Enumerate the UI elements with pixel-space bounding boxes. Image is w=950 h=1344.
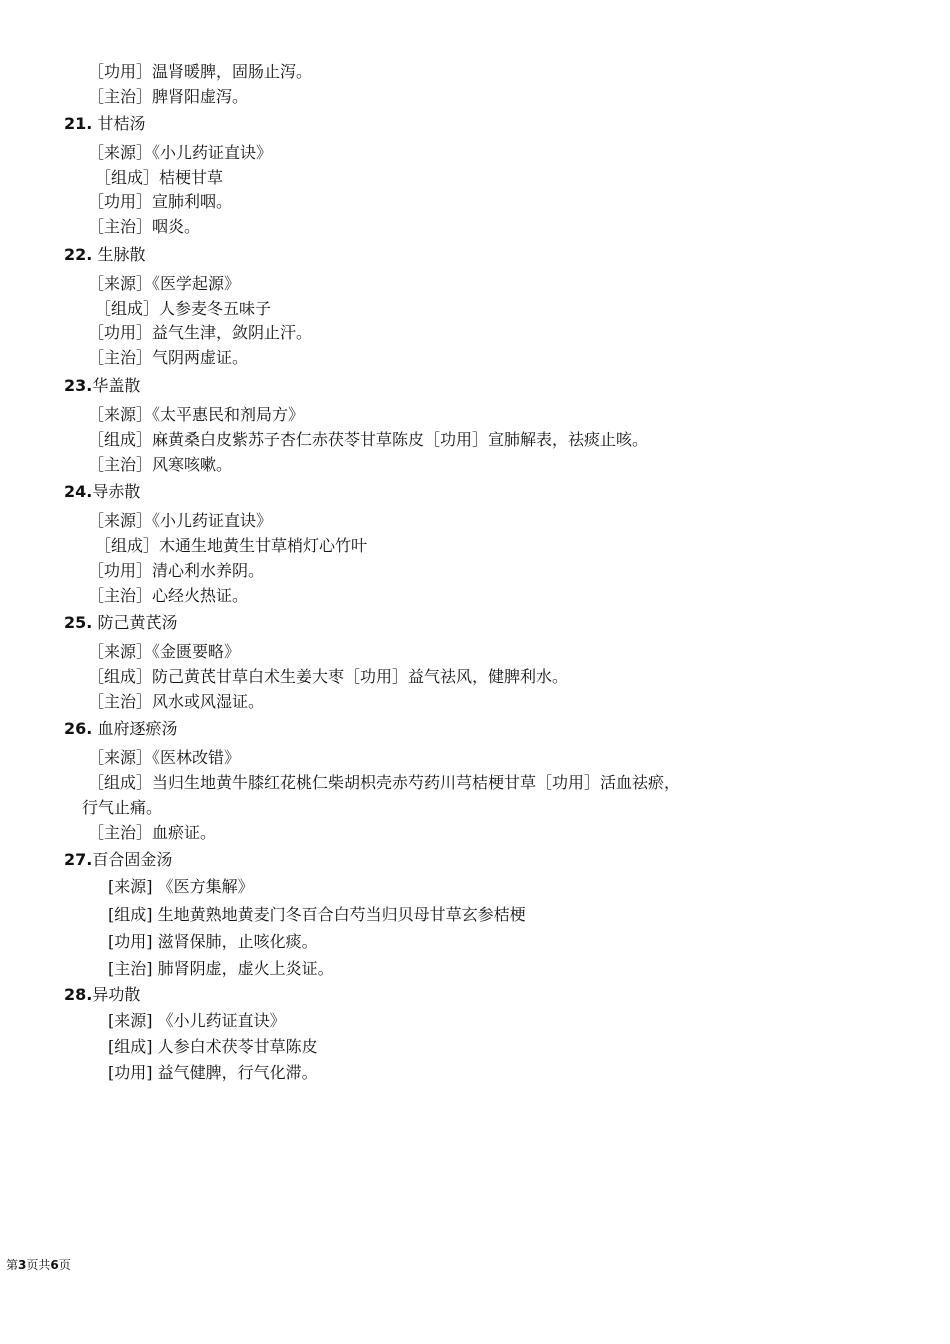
text-line: [组成] 人参白术茯苓甘草陈皮 [108,1037,318,1056]
text-line: ［组成］当归生地黄牛膝红花桃仁柴胡枳壳赤芍药川芎桔梗甘草［功用］活血祛瘀， [88,773,681,792]
footer-prefix: 第 [6,1258,19,1272]
text-line: ［主治］风水或风湿证。 [88,692,265,711]
section-number: 22. [64,245,93,264]
text-line: ［功用］温肾暖脾，固肠止泻。 [88,62,313,81]
text-line: ［来源］《小儿药证直诀》 [88,143,273,162]
section-title: 导赤散 [92,482,141,501]
text-line: ［主治］脾肾阳虚泻。 [88,87,249,106]
text-line: [主治] 肺肾阴虚，虚火上炎证。 [108,959,334,978]
text-line: ［组成］人参麦冬五味子 [95,299,272,318]
text-line: ［主治］气阴两虚证。 [88,348,249,367]
text-line: ［来源］《金匮要略》 [88,642,241,661]
text-line: ［主治］咽炎。 [88,217,201,236]
section-heading [64,719,177,739]
section-number: 25. [64,613,93,632]
section-heading [64,245,145,265]
section-heading [64,376,140,396]
text-line: ［功用］清心利水养阴。 [88,561,265,580]
section-title: 异功散 [92,985,141,1004]
text-line: ［组成］防己黄芪甘草白术生姜大枣［功用］益气祛风，健脾利水。 [88,667,569,686]
text-line: [组成] 生地黄熟地黄麦门冬百合白芍当归贝母甘草玄参桔梗 [108,905,526,924]
section-number: 23. [64,376,93,395]
section-heading [64,482,140,502]
text-line: [来源] 《小儿药证直诀》 [108,1011,286,1030]
text-line: ［组成］木通生地黄生甘草梢灯心竹叶 [95,536,368,555]
section-number: 24. [64,482,93,501]
text-line: ［功用］宣肺利咽。 [88,192,233,211]
text-line: ［主治］心经火热证。 [88,586,249,605]
section-title: 甘桔汤 [97,114,146,133]
text-line: ［主治］风寒咳嗽。 [88,455,233,474]
section-title: 华盖散 [92,376,141,395]
section-title: 血府逐瘀汤 [97,719,178,738]
section-number: 28. [64,985,93,1004]
current-page-number: 3 [18,1258,27,1272]
text-line: ［来源］《医林改错》 [88,748,241,767]
text-line: ［功用］益气生津，敛阴止汗。 [88,323,313,342]
text-line: 行气止痛。 [82,798,163,817]
section-heading [64,613,177,633]
section-heading [64,985,140,1005]
section-title: 百合固金汤 [92,850,173,869]
text-line: ［来源］《医学起源》 [88,274,241,293]
total-page-count: 6 [50,1258,59,1272]
footer-middle: 页共 [26,1258,51,1272]
text-line: ［主治］血瘀证。 [88,823,217,842]
section-number: 21. [64,114,93,133]
section-title: 防己黄芪汤 [97,613,178,632]
section-number: 27. [64,850,93,869]
text-line: ［组成］桔梗甘草 [95,168,224,187]
text-line: ［来源］《小儿药证直诀》 [88,511,273,530]
text-line: [功用] 益气健脾，行气化滞。 [108,1063,318,1082]
section-number: 26. [64,719,93,738]
section-heading [64,114,145,134]
footer-suffix: 页 [58,1258,71,1272]
text-line: [功用] 滋肾保肺，止咳化痰。 [108,932,318,951]
text-line: ［组成］麻黄桑白皮紫苏子杏仁赤茯苓甘草陈皮［功用］宣肺解表，祛痰止咳。 [88,430,649,449]
section-title: 生脉散 [97,245,146,264]
text-line: ［来源］《太平惠民和剂局方》 [88,405,305,424]
text-line: [来源] 《医方集解》 [108,877,254,896]
section-heading [64,850,172,870]
page-footer [6,1256,71,1273]
